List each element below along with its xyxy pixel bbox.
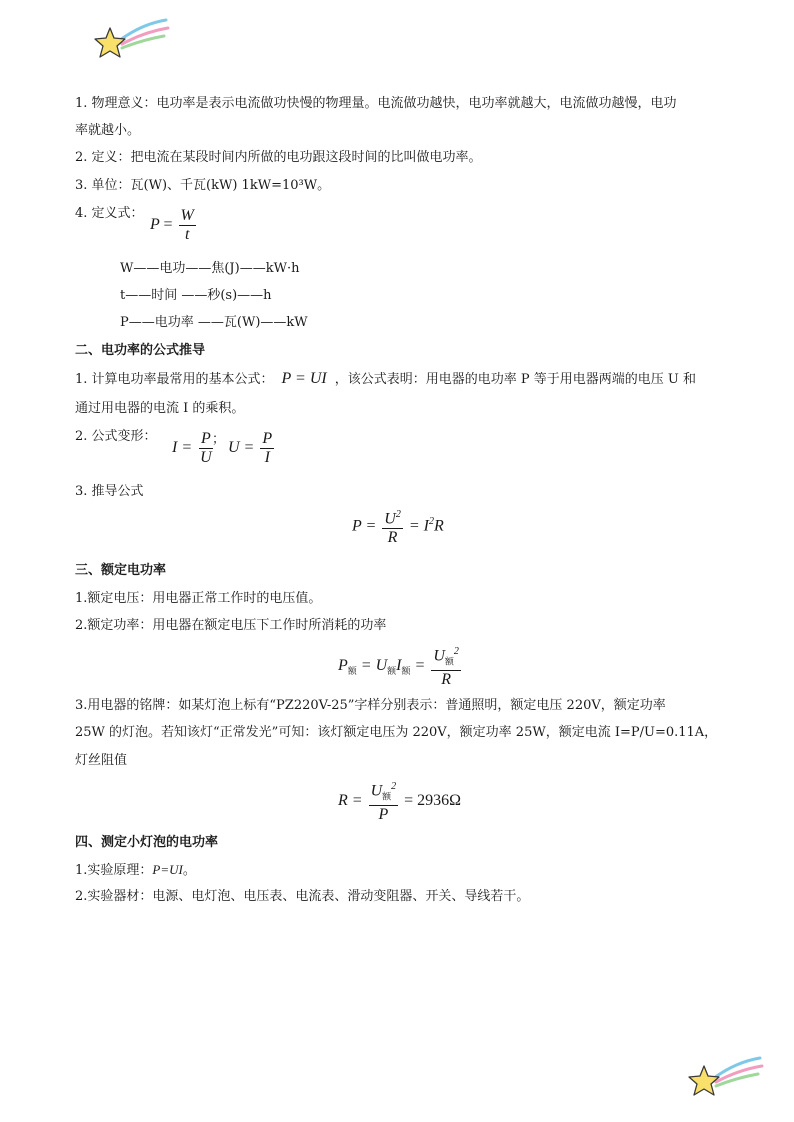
definition-formula-label: 4. 定义式： [75, 206, 144, 221]
basic-formula: P = UI [281, 370, 327, 387]
section-3-heading: 三、额定电功率 [75, 563, 167, 578]
physical-meaning-line-1: 1. 物理意义：电功率是表示电流做功快慢的物理量。电流做功越快，电功率就越大，电流做功越慢，电功 [75, 96, 677, 111]
experiment-principle-line: 1.实验原理：P=UI。 [75, 862, 196, 878]
time-variable-line: t——时间 ——秒(s)——h [120, 288, 272, 303]
unit-line: 3. 单位：瓦(W)、千瓦(kW) 1kW=10³W。 [75, 178, 331, 193]
work-variable-line: W——电功——焦(J)——kW·h [120, 261, 300, 276]
basic-formula-explanation: 通过用电器的电流 I 的乘积。 [75, 401, 245, 416]
formula-variants-label: 2. 公式变形： [75, 429, 157, 444]
section-2-heading: 二、电功率的公式推导 [75, 343, 206, 358]
nameplate-line-3: 灯丝阻值 [75, 753, 128, 768]
basic-formula-line: 1. 计算电功率最常用的基本公式： P = UI ，该公式表明：用电器的电功率 P 等于用电器两端的电压 U 和 [75, 370, 696, 387]
nameplate-line-2: 25W 的灯泡。若知该灯“正常发光”可知：该灯额定电压为 220V，额定功率 25W，额定电流 I=P/U=0.11A， [75, 725, 718, 740]
definition-line: 2. 定义：把电流在某段时间内所做的电功跟这段时间的比叫做电功率。 [75, 150, 482, 165]
shooting-star-icon [92, 14, 172, 60]
formula-variant-voltage: U = $\frac{P}{I}$ [228, 430, 273, 466]
fraction-w-over-t: $\frac{W}{t}$ [180, 207, 194, 243]
rated-voltage-line: 1.额定电压：用电器正常工作时的电压值。 [75, 591, 322, 606]
physical-meaning-line-2: 率就越小。 [75, 123, 141, 138]
power-variable-line: P——电功率 ——瓦(W)——kW [120, 315, 308, 330]
section-4-heading: 四、测定小灯泡的电功率 [75, 835, 219, 850]
filament-resistance-formula: R = $\frac{U_额^2}{P}$ = 2936Ω [338, 778, 461, 824]
definition-formula: P = $\frac{W}{t}$ [150, 207, 194, 243]
derived-formula-label: 3. 推导公式 [75, 484, 144, 499]
rated-power-formula: $P_额 = U_额I_额$ = $\frac{U_额^2}{R}$ [338, 643, 463, 689]
nameplate-line-1: 3.用电器的铭牌：如某灯泡上标有“PZ220V-25”字样分别表示：普通照明，额定电压 220V，额定功率 [75, 698, 666, 713]
semicolon: ； [212, 432, 226, 447]
experiment-equipment-line: 2.实验器材：电源、电灯泡、电压表、电流表、滑动变阻器、开关、导线若干。 [75, 889, 530, 904]
rated-power-line: 2.额定功率：用电器在额定电压下工作时所消耗的功率 [75, 618, 387, 633]
formula-variant-current: I = $\frac{P}{U}$ [172, 430, 212, 466]
derived-formula: P = $\frac{U^2}{R}$ = $I^2R$ [352, 506, 444, 547]
shooting-star-icon [686, 1052, 766, 1098]
